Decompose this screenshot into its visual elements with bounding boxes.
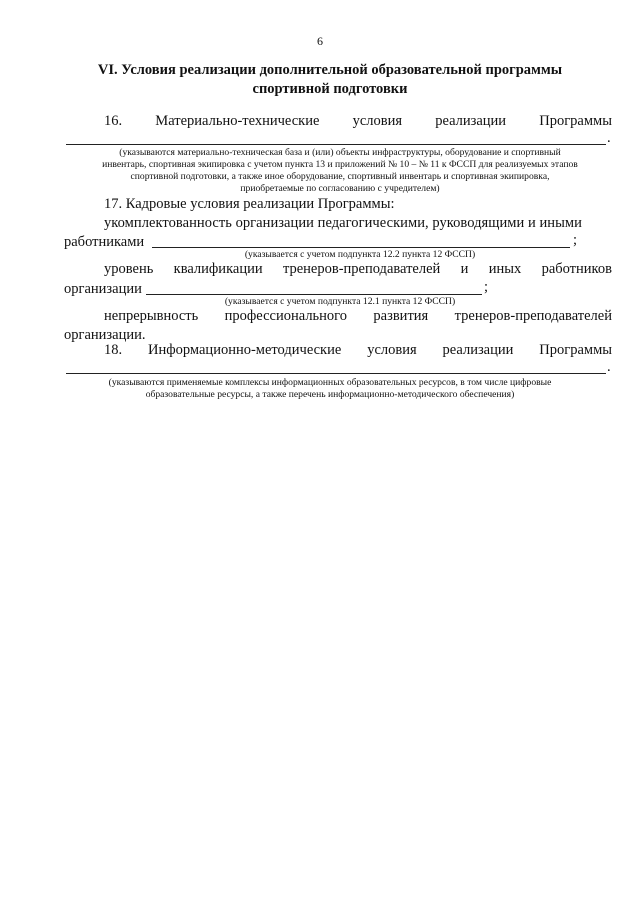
qualification-word: и [460, 261, 469, 277]
staffing-fill-line [152, 247, 570, 248]
item-16-end-dot: . [607, 130, 611, 146]
item-16-word: Программы [539, 113, 612, 129]
qualification-word: квалификации [173, 261, 263, 277]
item-18-word: условия [367, 342, 417, 358]
qualification-line-1 [104, 261, 612, 278]
continuity-word: развития [373, 308, 429, 324]
section-title-line-2: спортивной подготовки [252, 81, 408, 97]
item-16-word: реализации [435, 113, 507, 129]
item-16-word: условия [352, 113, 403, 129]
continuity-line-2: организации. [64, 327, 146, 343]
item-16-note-line-3: спортивной подготовки, а также иное оборудование, спортивный инвентарь и спортивная экипировка, [130, 171, 550, 182]
item-18-word: Информационно-методические [148, 342, 342, 358]
qualification-word: тренеров-преподавателей [282, 261, 441, 277]
qualification-note: (указывается с учетом подпункта 12.1 пункта 12 ФССП) [224, 296, 456, 307]
item-18-line [104, 342, 612, 359]
item-18-note-line-1: (указываются применяемые комплексы информационных образовательных ресурсов, в том числе цифровые [108, 377, 552, 388]
staffing-note: (указывается с учетом подпункта 12.2 пункта 12 ФССП) [244, 249, 476, 260]
item-16-word: Материально-технические [155, 113, 320, 129]
item-17-heading: 17. Кадровые условия реализации Программы: [104, 196, 395, 212]
item-16-note-line-2: инвентарь, спортивная экипировка с учетом пункта 13 и приложений № 10 – № 11 к ФССП для реализуемых этапов [102, 159, 578, 170]
item-18-word: реализации [442, 342, 514, 358]
qualification-fill-line [146, 294, 482, 295]
continuity-word: непрерывность [104, 308, 199, 324]
staffing-line-2-start: работниками [64, 234, 145, 250]
item-16-note-line-4: приобретаемые по согласованию с учредителем) [240, 183, 440, 194]
qualification-word: иных [488, 261, 522, 277]
continuity-word: профессионального [224, 308, 348, 324]
continuity-word: тренеров-преподавателей [454, 308, 612, 324]
item-16-fill-line [66, 144, 606, 145]
qualification-line-2-start: организации [64, 281, 142, 297]
page-number: 6 [317, 34, 323, 48]
item-18-end-dot: . [607, 359, 611, 375]
item-16-line [104, 113, 612, 130]
section-title-line-1: VI. Условия реализации дополнительной образовательной программы [97, 62, 563, 78]
item-18-number: 18. [104, 342, 123, 358]
staffing-end-semicolon: ; [573, 232, 578, 248]
item-16-number: 16. [104, 113, 123, 129]
item-18-fill-line [66, 373, 606, 374]
staffing-line-1: укомплектованность организации педагогическими, руководящими и иными [104, 215, 582, 231]
qualification-word: уровень [104, 261, 154, 277]
item-16-note-line-1: (указываются материально-техническая база и (или) объекты инфраструктуры, оборудование и спортивный [119, 147, 561, 158]
continuity-line-1 [104, 308, 612, 325]
qualification-word: работников [541, 261, 612, 277]
item-18-note-line-2: образовательные ресурсы, а также перечень информационно-методического обеспечения) [145, 389, 515, 400]
qualification-end-semicolon: ; [484, 279, 489, 295]
item-18-word: Программы [539, 342, 612, 358]
